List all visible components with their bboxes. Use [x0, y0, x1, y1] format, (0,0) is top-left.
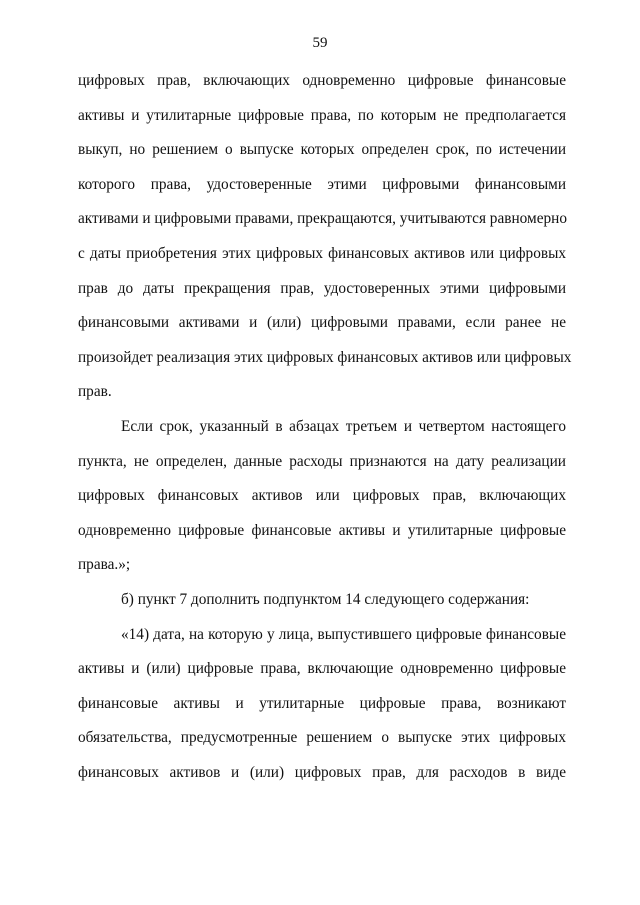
text-line: выкуп, но решением о выпуске которых определен срок, по истечении: [78, 141, 566, 159]
text-line: прав.: [78, 383, 112, 401]
text-line: цифровых прав, включающих одновременно цифровые финансовые: [78, 72, 566, 89]
text-line: права.»;: [78, 556, 131, 574]
text-line: с даты приобретения этих цифровых финансовых активов или цифровых: [78, 244, 566, 262]
text-line: пункта, не определен, данные расходы признаются на дату реализации: [78, 452, 566, 470]
text-line: финансовыми активами и (или) цифровыми правами, если ранее не: [78, 314, 566, 332]
text-line: финансовые активы и утилитарные цифровые права, возникают: [78, 694, 566, 712]
text-line: финансовых активов и (или) цифровых прав, для расходов в виде: [78, 763, 566, 781]
text-line: цифровых финансовых активов или цифровых прав, включающих: [78, 487, 566, 505]
text-line: активы и (или) цифровые права, включающие одновременно цифровые: [78, 660, 566, 678]
text-line: Если срок, указанный в абзацах третьем и четвертом настоящего: [121, 417, 566, 435]
text-line: активы и утилитарные цифровые права, по которым не предполагается: [78, 106, 566, 124]
text-line: которого права, удостоверенные этими цифровыми финансовыми: [78, 175, 566, 193]
text-line: произойдет реализация этих цифровых финансовых активов или цифровых: [78, 348, 572, 366]
text-line: активами и цифровыми правами, прекращаются, учитываются равномерно: [78, 210, 567, 228]
text-line: прав до даты прекращения прав, удостоверенных этими цифровыми: [78, 279, 566, 297]
document-body: [78, 64, 572, 790]
text-line: обязательства, предусмотренные решением о выпуске этих цифровых: [78, 729, 566, 747]
text-line: «14) дата, на которую у лица, выпустившего цифровые финансовые: [121, 625, 566, 643]
text-line: б) пункт 7 дополнить подпунктом 14 следующего содержания:: [121, 590, 530, 608]
text-line: одновременно цифровые финансовые активы и утилитарные цифровые: [78, 521, 566, 539]
page-number: 59: [312, 35, 328, 51]
